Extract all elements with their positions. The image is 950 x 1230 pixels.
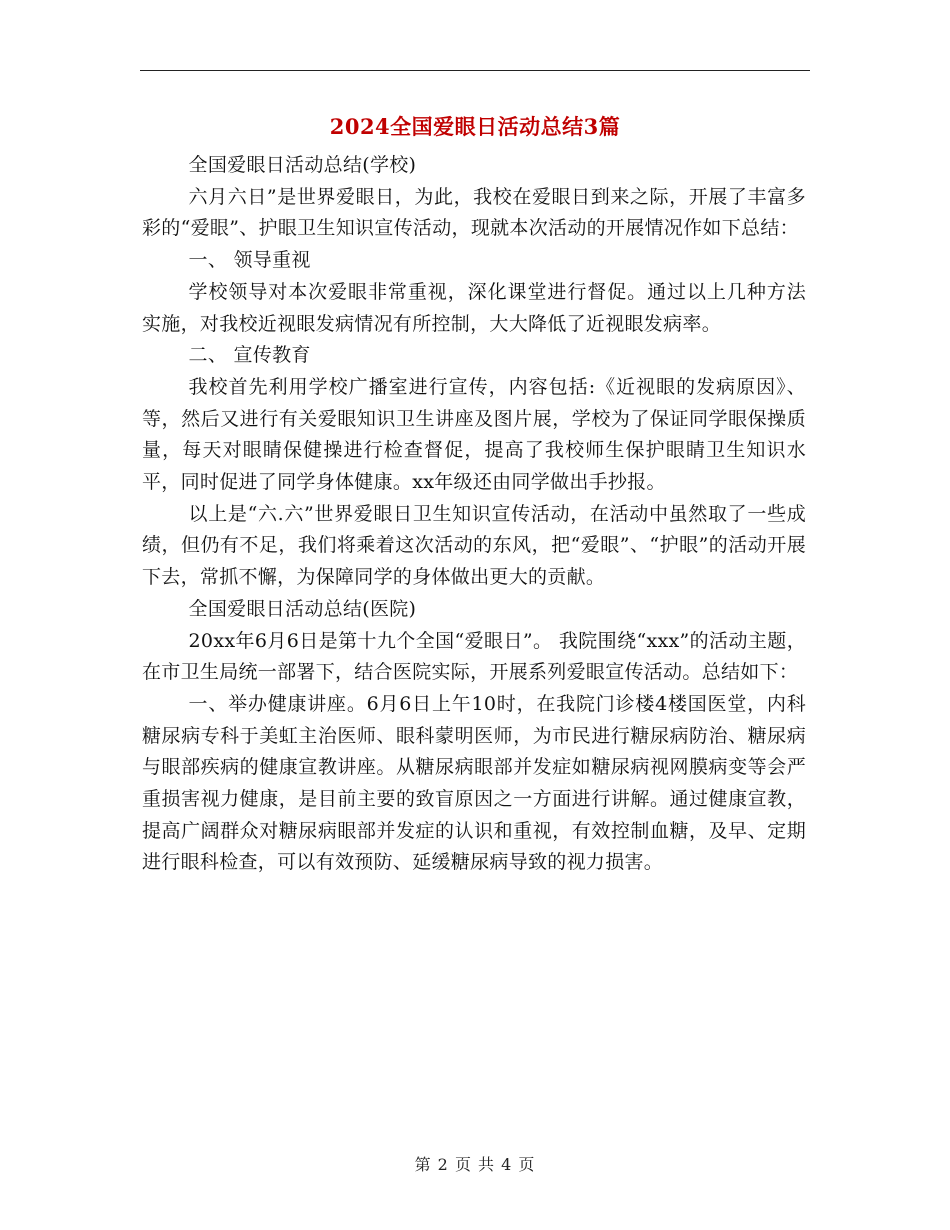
paragraph-health-lecture: 一、举办健康讲座。6月6日上午10时，在我院门诊楼4楼国医堂，内科糖尿病专科于美虹主治医师、眼科蒙明医师，为市民进行糖尿病防治、糖尿病与眼部疾病的健康宣教讲座。从糖尿病眼部并发症如糖尿病视网膜病变等会严重损害视力健康，是目前主要的致盲原因之一方面进行讲解。通过健康宣教，提高广阔群众对糖尿病眼部并发症的认识和重视，有效控制血糖，及早、定期进行眼科检查，可以有效预防、延缓糖尿病导致的视力损害。	[142, 692, 806, 874]
document-title: 2024全国爱眼日活动总结3篇	[329, 114, 621, 139]
subheading-leadership: 一、 领导重视	[188, 249, 311, 272]
subheading-publicity: 二、 宣传教育	[188, 344, 311, 367]
section-heading-school: 全国爱眼日活动总结(学校)	[188, 154, 417, 176]
paragraph-publicity: 我校首先利用学校广播室进行宣传，内容包括:《近视眼的发病原因》、等，然后又进行有关爱眼知识卫生讲座及图片展，学校为了保证同学眼保操质量，每天对眼睛保健操进行检查督促，提高了我校师生保护眼睛卫生知识水平，同时促进了同学身体健康。xx年级还由同学做出手抄报。	[142, 375, 806, 494]
paragraph-hospital-intro: 20xx年6月6日是第十九个全国“爱眼日”。 我院围绕“xxx”的活动主题，在市卫生局统一部署下，结合医院实际，开展系列爱眼宣传活动。总结如下：	[142, 629, 806, 684]
paragraph-conclusion: 以上是“六.六”世界爱眼日卫生知识宣传活动，在活动中虽然取了一些成绩，但仍有不足，我们将乘着这次活动的东风，把“爱眼”、“护眼”的活动开展下去，常抓不懈，为保障同学的身体做出更大的贡献。	[142, 502, 806, 589]
paragraph-intro: 六月六日”是世界爱眼日，为此，我校在爱眼日到来之际，开展了丰富多彩的“爱眼”、护眼卫生知识宣传活动，现就本次活动的开展情况作如下总结：	[142, 185, 806, 240]
paragraph-leadership: 学校领导对本次爱眼非常重视，深化课堂进行督促。通过以上几种方法实施，对我校近视眼发病情况有所控制，大大降低了近视眼发病率。	[142, 280, 806, 335]
document-body	[142, 150, 806, 879]
header-rule	[140, 70, 810, 71]
page-number: 第 2 页 共 4 页	[414, 1155, 536, 1174]
section-heading-hospital: 全国爱眼日活动总结(医院)	[188, 597, 417, 620]
